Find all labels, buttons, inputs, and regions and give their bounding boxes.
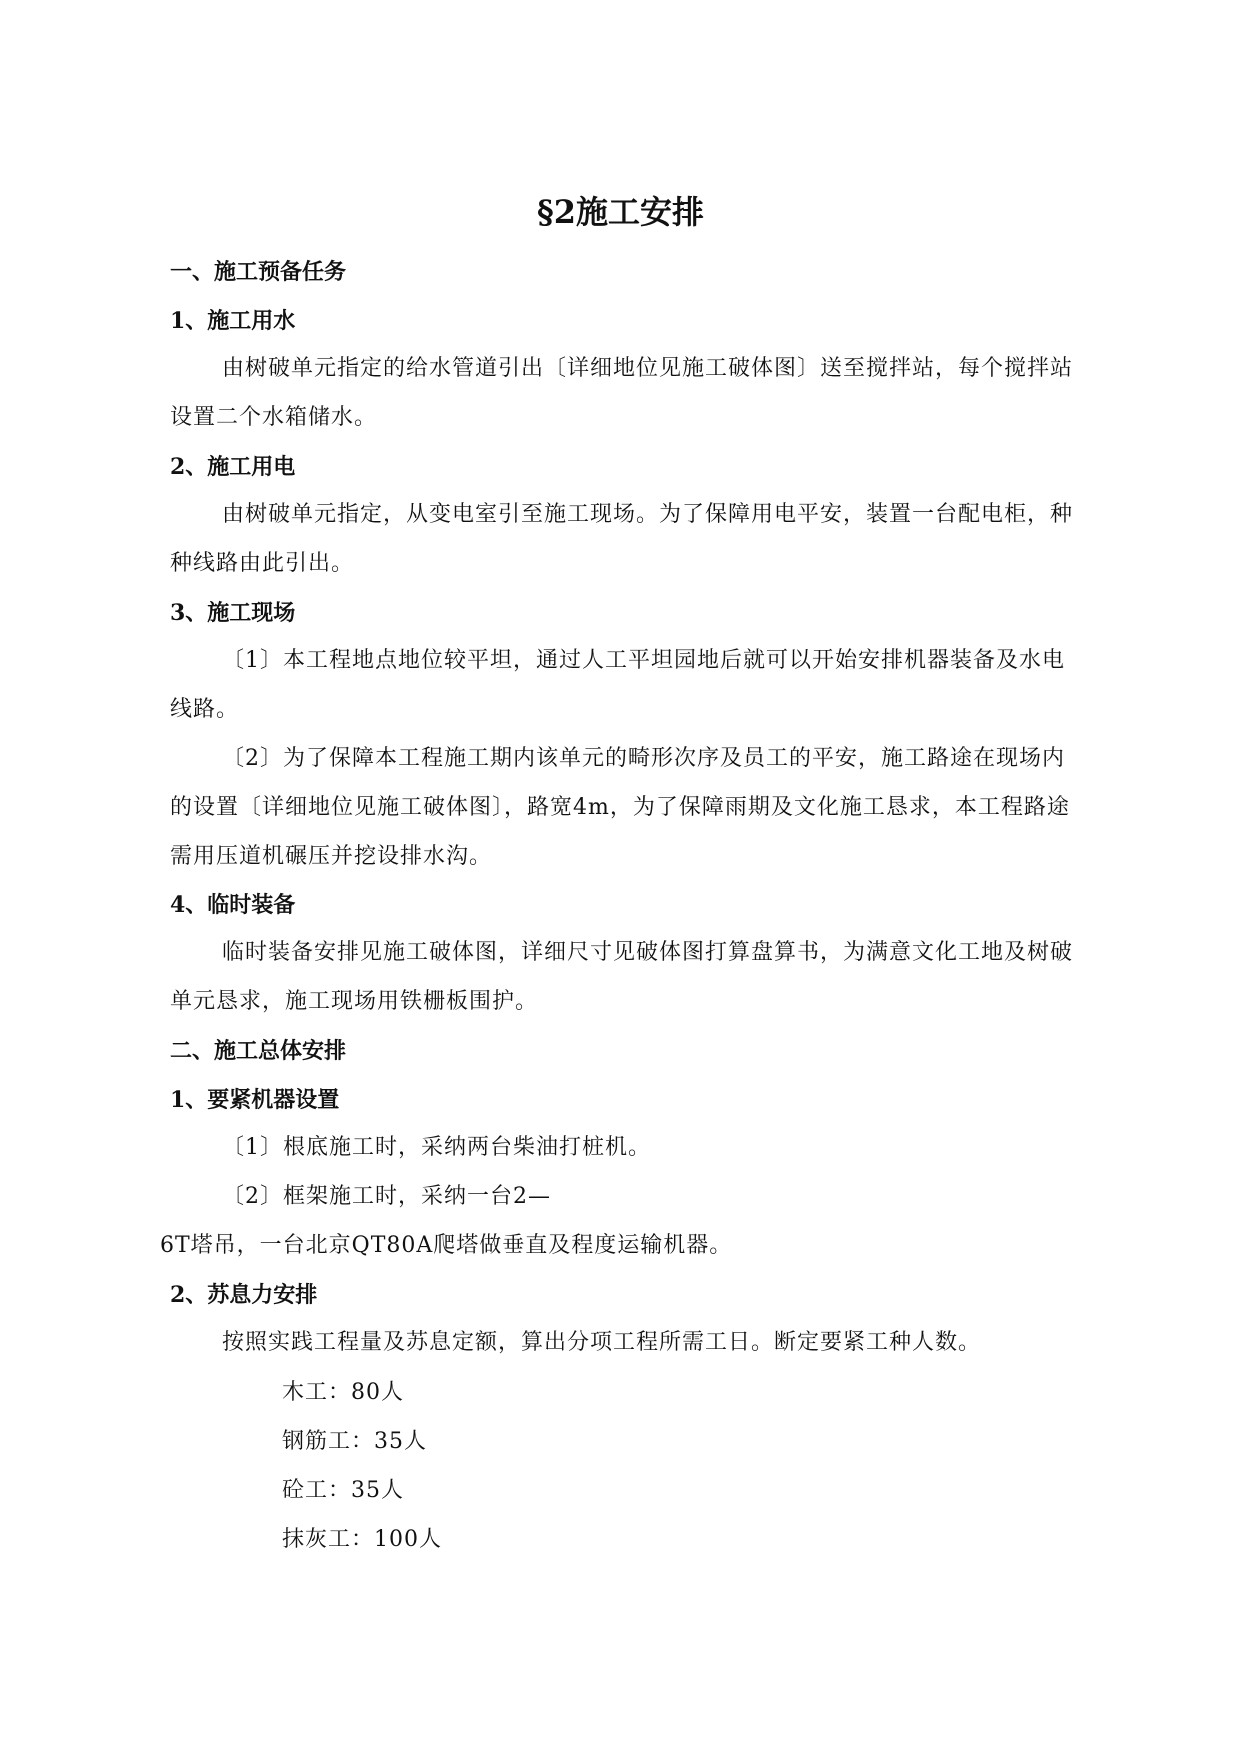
machines-item-2-line-2: 6T塔吊，一台北京QT80A爬塔做垂直及程度运输机器。 xyxy=(160,1233,733,1258)
paragraph-temporary-facilities: 临时装备安排见施工破体图，详细尺寸见破体图打算盘算书，为满意文化工地及树破单元恳求，施工现场用铁栅板围护。 xyxy=(170,940,1074,1014)
subheading-machines: 1、要紧机器设置 xyxy=(170,1087,340,1113)
paragraph-site-item-2: 〔2〕为了保障本工程施工期内该单元的畸形次序及员工的平安，施工路途在现场内的设置〔详细地位见施工破体图〕，路宽4m，为了保障雨期及文化施工恳求，本工程路途需用压道机碾压并挖设排水沟。 xyxy=(170,746,1070,869)
paragraph-site-item-1: 〔1〕本工程地点地位较平坦，通过人工平坦园地后就可以开始安排机器装备及水电线路。 xyxy=(170,648,1065,722)
worker-count-rebar: 钢筋工：35人 xyxy=(282,1429,427,1454)
subheading-temporary-facilities: 4、临时装备 xyxy=(170,892,296,918)
page-title: §2施工安排 xyxy=(536,193,704,231)
paragraph-water: 由树破单元指定的给水管道引出〔详细地位见施工破体图〕送至搅拌站，每个搅拌站设置二个水箱储水。 xyxy=(170,356,1074,430)
subheading-power: 2、施工用电 xyxy=(170,454,296,480)
subheading-labor: 2、苏息力安排 xyxy=(170,1282,318,1308)
subheading-site: 3、施工现场 xyxy=(170,600,296,626)
labor-intro: 按照实践工程量及苏息定额，算出分项工程所需工日。断定要紧工种人数。 xyxy=(222,1330,982,1355)
worker-count-carpenter: 木工：80人 xyxy=(282,1380,404,1405)
section-heading-overall-arrangement: 二、施工总体安排 xyxy=(170,1038,347,1064)
machines-item-2-line-1: 〔2〕框架施工时，采纳一台2— xyxy=(222,1184,551,1209)
worker-count-concrete: 砼工：35人 xyxy=(282,1478,404,1503)
subheading-water: 1、施工用水 xyxy=(170,308,296,334)
worker-count-plaster: 抹灰工：100人 xyxy=(282,1527,442,1552)
machines-item-1: 〔1〕根底施工时，采纳两台柴油打桩机。 xyxy=(222,1135,651,1160)
paragraph-power: 由树破单元指定，从变电室引至施工现场。为了保障用电平安，装置一台配电柜，种种线路由此引出。 xyxy=(170,502,1074,576)
section-heading-preparation: 一、施工预备任务 xyxy=(170,259,347,285)
